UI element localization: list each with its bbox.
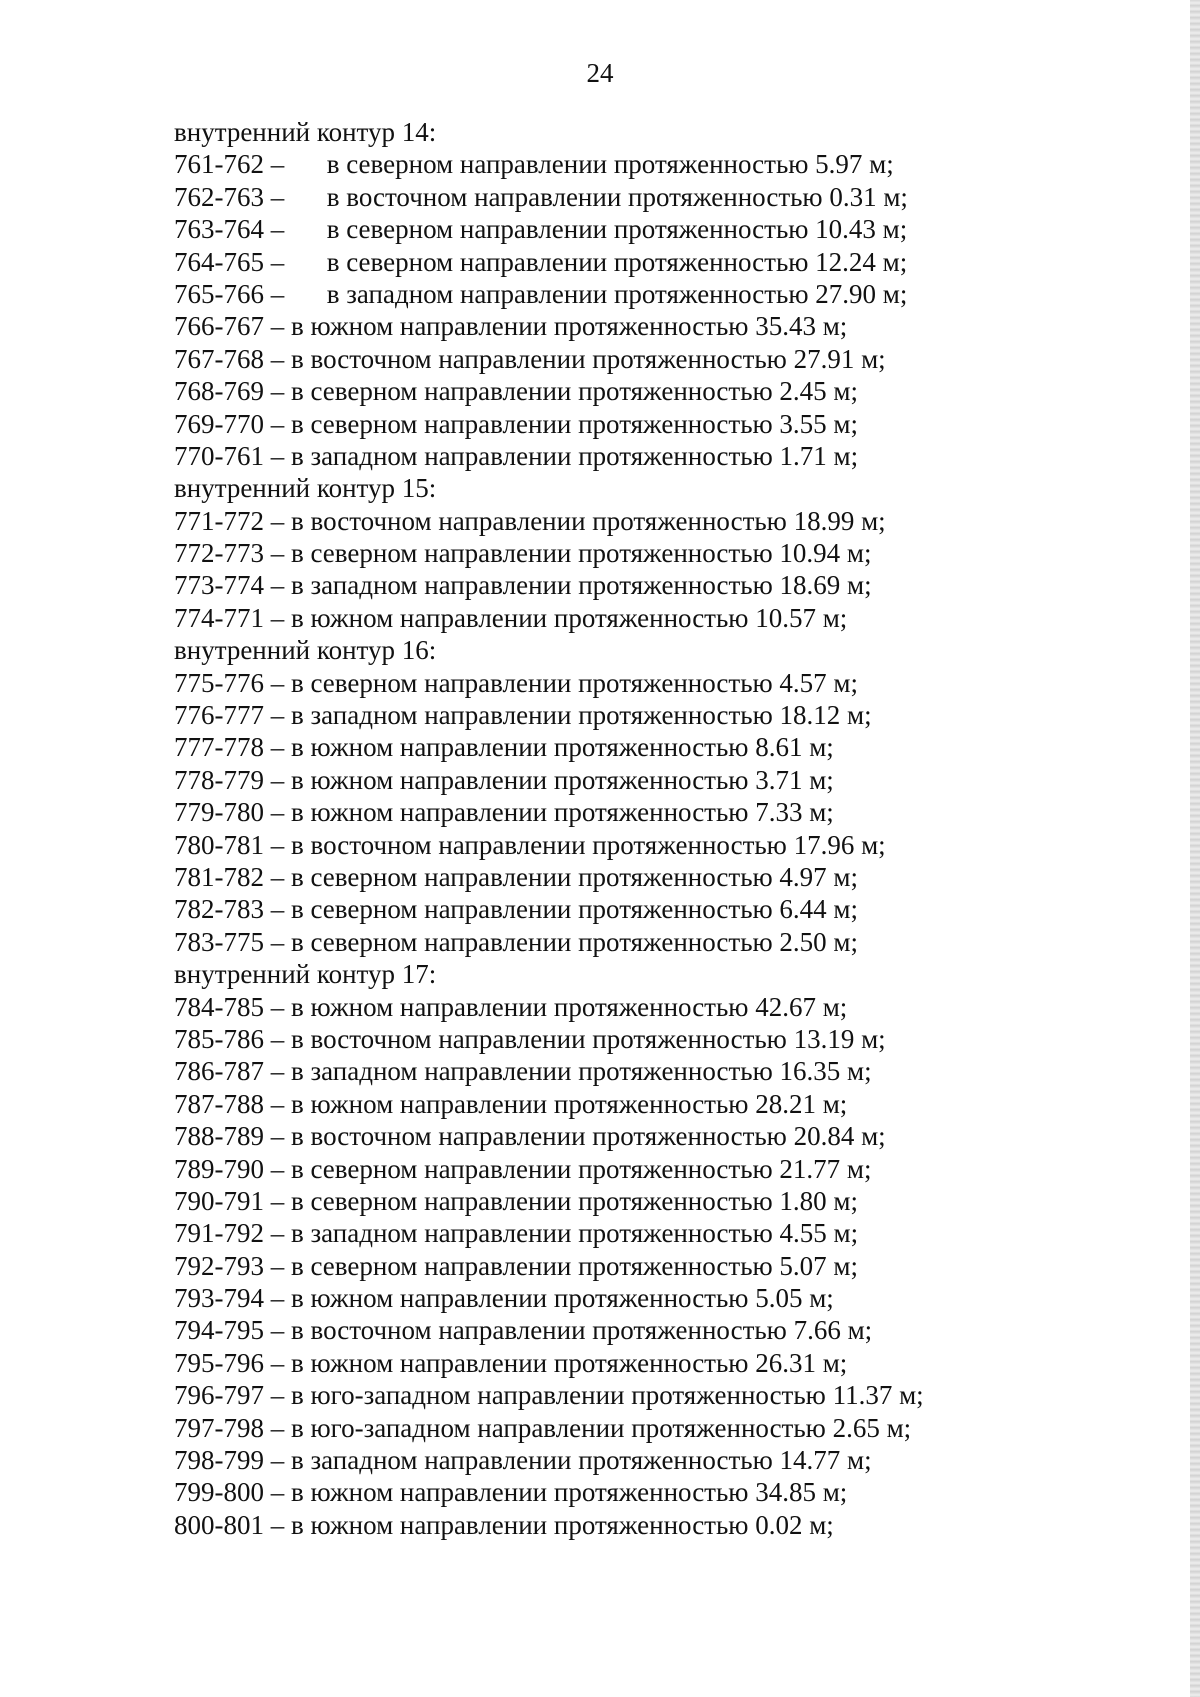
segment-points: 798-799 – [174, 1445, 285, 1476]
segment-line [174, 1088, 1134, 1120]
segment-line [174, 1347, 1134, 1379]
segment-line [174, 1023, 1134, 1055]
segment-line [174, 926, 1134, 958]
segment-points: 763-764 – [174, 214, 285, 245]
segment-points: 800-801 – [174, 1509, 285, 1540]
segment-line [174, 505, 1134, 537]
page-number: 24 [586, 58, 614, 88]
segment-line [174, 181, 1134, 213]
segment-line [174, 796, 1134, 828]
segment-points: 769-770 – [174, 408, 285, 439]
segment-line [174, 375, 1134, 407]
segment-line [174, 537, 1134, 569]
segment-line [174, 731, 1134, 763]
segment-points: 779-780 – [174, 797, 285, 828]
segment-line [174, 246, 1134, 278]
segment-description: в восточном направлении протяженностью 18.99 м; [291, 505, 886, 536]
segment-points: 778-779 – [174, 764, 285, 795]
segment-description: в южном направлении протяженностью 10.57 м; [291, 602, 848, 633]
segment-description: в северном направлении протяженностью 1.80 м; [291, 1185, 859, 1216]
segment-points: 774-771 – [174, 602, 285, 633]
segment-description: в восточном направлении протяженностью 27.91 м; [291, 343, 886, 374]
segment-points: 782-783 – [174, 894, 285, 925]
segment-description: в северном направлении протяженностью 10.43 м; [326, 214, 908, 245]
segment-description: в южном направлении протяженностью 35.43 м; [291, 311, 848, 342]
segment-line [174, 1476, 1134, 1508]
segment-line [174, 408, 1134, 440]
segment-description: в южном направлении протяженностью 28.21 м; [291, 1088, 848, 1119]
segment-points: 772-773 – [174, 538, 285, 569]
segment-description: в южном направлении протяженностью 8.61 м; [291, 732, 834, 763]
segment-description: в северном направлении протяженностью 10.94 м; [291, 538, 872, 569]
segment-line [174, 1282, 1134, 1314]
segment-points: 793-794 – [174, 1283, 285, 1314]
segment-description: в западном направлении протяженностью 4.55 м; [291, 1218, 859, 1249]
segment-points: 771-772 – [174, 505, 285, 536]
segment-description: в южном направлении протяженностью 5.05 м; [291, 1283, 834, 1314]
segment-line [174, 278, 1134, 310]
segment-points: 780-781 – [174, 829, 285, 860]
segment-points: 786-787 – [174, 1056, 285, 1087]
segment-description: в юго-западном направлении протяженностью 11.37 м; [291, 1380, 924, 1411]
segment-line [174, 861, 1134, 893]
segment-description: в западном направлении протяженностью 1.71 м; [291, 440, 859, 471]
segment-points: 790-791 – [174, 1185, 285, 1216]
segment-line [174, 310, 1134, 342]
segment-description: в восточном направлении протяженностью 17.96 м; [291, 829, 886, 860]
segment-points: 773-774 – [174, 570, 285, 601]
segment-points: 767-768 – [174, 343, 285, 374]
segment-description: в западном направлении протяженностью 16.35 м; [291, 1056, 872, 1087]
segment-line [174, 343, 1134, 375]
segment-points: 799-800 – [174, 1477, 285, 1508]
segment-points: 783-775 – [174, 926, 285, 957]
segment-line [174, 667, 1134, 699]
segment-description: в западном направлении протяженностью 18.12 м; [291, 700, 872, 731]
segment-line [174, 699, 1134, 731]
segment-description: в северном направлении протяженностью 2.45 м; [291, 376, 859, 407]
segment-description: в восточном направлении протяженностью 0.31 м; [326, 181, 908, 212]
segment-points: 764-765 – [174, 246, 285, 277]
scan-edge [1190, 0, 1200, 1697]
segment-description: в восточном направлении протяженностью 7.66 м; [291, 1315, 873, 1346]
segment-description: в южном направлении протяженностью 26.31 м; [291, 1347, 848, 1378]
segment-description: в северном направлении протяженностью 4.57 м; [291, 667, 859, 698]
segment-description: в южном направлении протяженностью 34.85 м; [291, 1477, 848, 1508]
segment-description: в северном направлении протяженностью 5.97 м; [326, 149, 894, 180]
segment-description: в южном направлении протяженностью 42.67 м; [291, 991, 848, 1022]
segment-points: 775-776 – [174, 667, 285, 698]
segment-points: 791-792 – [174, 1218, 285, 1249]
segment-line [174, 1444, 1134, 1476]
segment-points: 792-793 – [174, 1250, 285, 1281]
segment-description: в северном направлении протяженностью 12.24 м; [326, 246, 908, 277]
segment-line [174, 1120, 1134, 1152]
segment-points: 789-790 – [174, 1153, 285, 1184]
segment-line [174, 829, 1134, 861]
segment-description: в северном направлении протяженностью 2.50 м; [291, 926, 859, 957]
segment-description: в северном направлении протяженностью 4.97 м; [291, 861, 859, 892]
segment-points: 796-797 – [174, 1380, 285, 1411]
segment-description: в северном направлении протяженностью 5.07 м; [291, 1250, 859, 1281]
contour-heading: внутренний контур 16: [174, 635, 437, 666]
segment-description: в северном направлении протяженностью 3.55 м; [291, 408, 859, 439]
segment-line [174, 1379, 1134, 1411]
segment-line [174, 1055, 1134, 1087]
segment-line [174, 1217, 1134, 1249]
segment-line [174, 991, 1134, 1023]
segment-line [174, 1509, 1134, 1541]
segment-line [174, 1412, 1134, 1444]
segment-description: в восточном направлении протяженностью 20.84 м; [291, 1121, 886, 1152]
segment-line [174, 764, 1134, 796]
segment-points: 787-788 – [174, 1088, 285, 1119]
segment-line [174, 440, 1134, 472]
segment-points: 795-796 – [174, 1347, 285, 1378]
segment-points: 777-778 – [174, 732, 285, 763]
segment-points: 788-789 – [174, 1121, 285, 1152]
boundary-description [174, 116, 1134, 1541]
segment-points: 765-766 – [174, 278, 285, 309]
contour-heading: внутренний контур 15: [174, 473, 437, 504]
segment-points: 768-769 – [174, 376, 285, 407]
segment-line [174, 1153, 1134, 1185]
segment-points: 766-767 – [174, 311, 285, 342]
segment-description: в северном направлении протяженностью 21.77 м; [291, 1153, 872, 1184]
segment-points: 761-762 – [174, 149, 285, 180]
segment-line [174, 569, 1134, 601]
segment-points: 770-761 – [174, 440, 285, 471]
segment-description: в западном направлении протяженностью 27.90 м; [326, 278, 908, 309]
segment-description: в юго-западном направлении протяженностью 2.65 м; [291, 1412, 912, 1443]
segment-points: 794-795 – [174, 1315, 285, 1346]
segment-points: 776-777 – [174, 700, 285, 731]
segment-line [174, 1250, 1134, 1282]
segment-points: 784-785 – [174, 991, 285, 1022]
segment-line [174, 148, 1134, 180]
segment-points: 797-798 – [174, 1412, 285, 1443]
segment-description: в южном направлении протяженностью 3.71 м; [291, 764, 834, 795]
segment-line [174, 1185, 1134, 1217]
segment-points: 781-782 – [174, 861, 285, 892]
segment-description: в южном направлении протяженностью 0.02 м; [291, 1509, 834, 1540]
contour-heading: внутренний контур 17: [174, 959, 437, 990]
segment-line [174, 1314, 1134, 1346]
segment-description: в южном направлении протяженностью 7.33 м; [291, 797, 834, 828]
segment-line [174, 213, 1134, 245]
segment-description: в западном направлении протяженностью 14.77 м; [291, 1445, 872, 1476]
segment-description: в северном направлении протяженностью 6.44 м; [291, 894, 859, 925]
segment-description: в восточном направлении протяженностью 13.19 м; [291, 1023, 886, 1054]
segment-line [174, 602, 1134, 634]
segment-points: 762-763 – [174, 181, 285, 212]
contour-heading: внутренний контур 14: [174, 117, 437, 147]
segment-line [174, 893, 1134, 925]
segment-description: в западном направлении протяженностью 18.69 м; [291, 570, 872, 601]
segment-points: 785-786 – [174, 1023, 285, 1054]
